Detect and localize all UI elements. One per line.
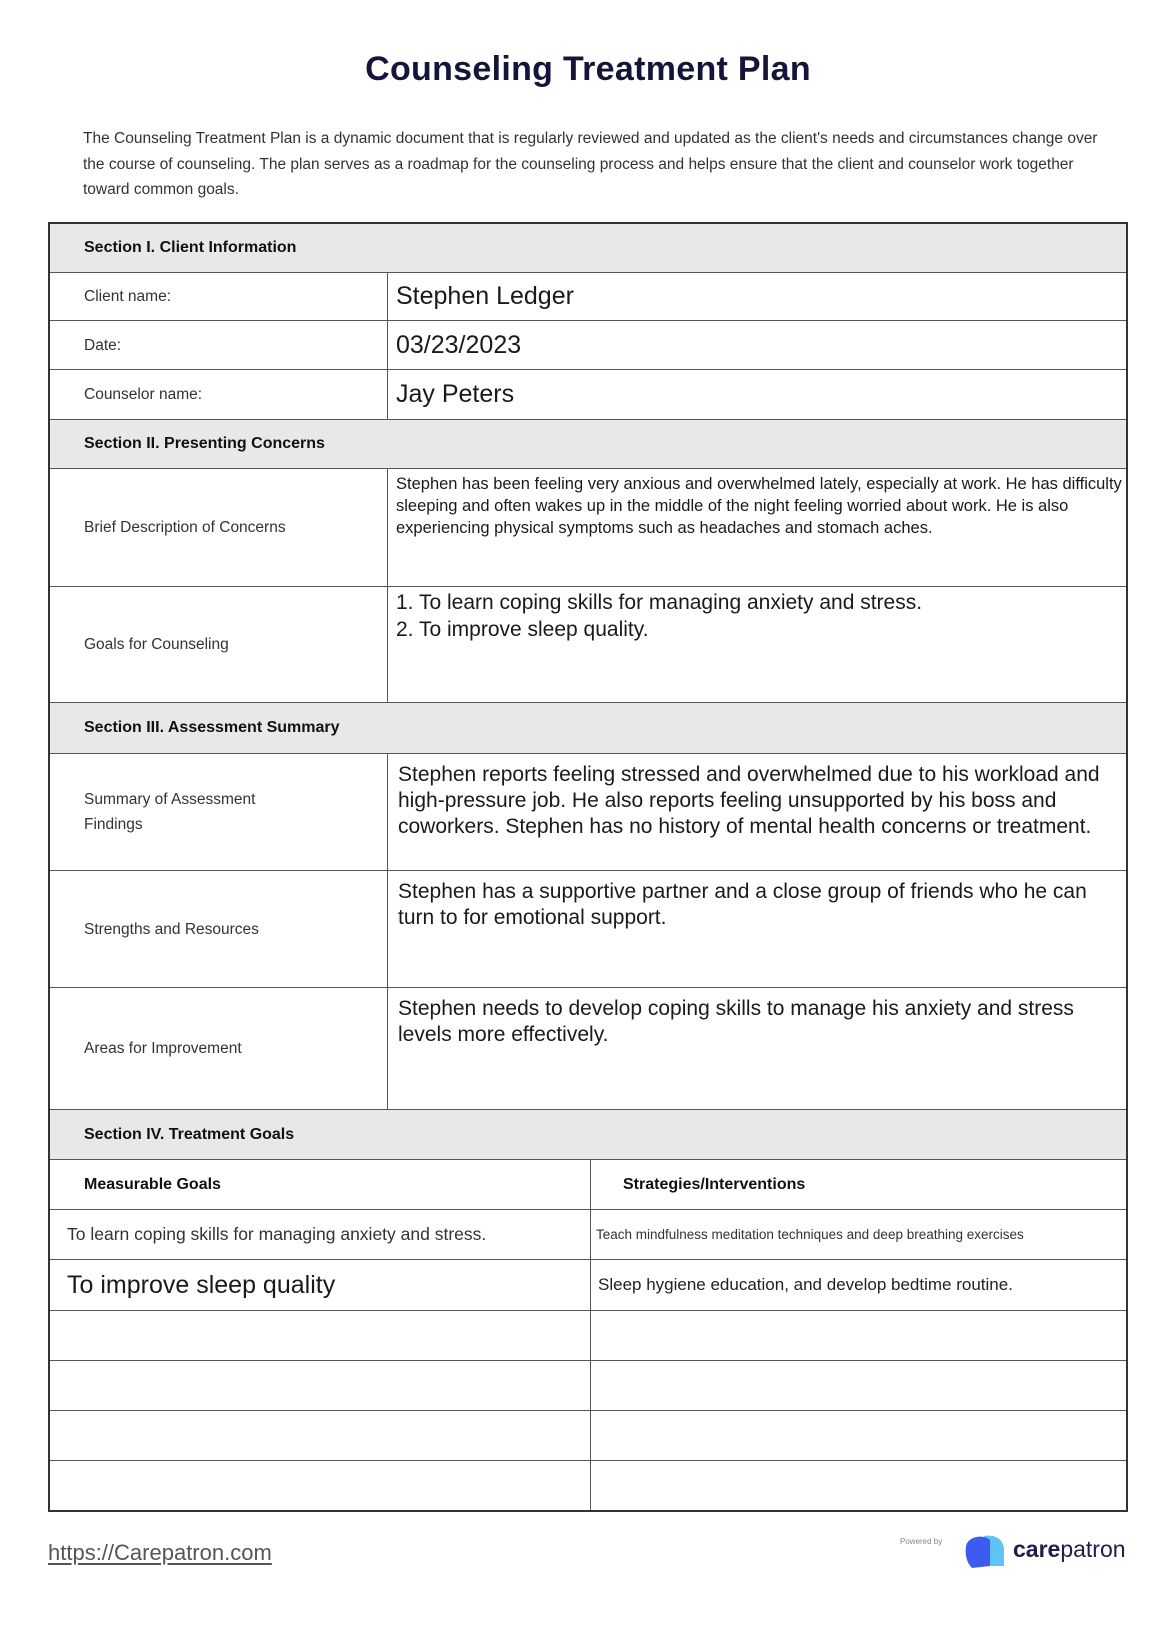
table-row bbox=[50, 1311, 1126, 1361]
improvement-row bbox=[50, 988, 1126, 1110]
goal-cell[interactable]: To improve sleep quality bbox=[50, 1260, 591, 1310]
goal-cell[interactable] bbox=[50, 1311, 591, 1360]
client-name-row bbox=[50, 273, 1126, 321]
goals-table-header bbox=[50, 1160, 1126, 1210]
improvement-field[interactable]: Stephen needs to develop coping skills to manage his anxiety and stress levels more effectively. bbox=[398, 997, 1074, 1046]
concerns-label: Brief Description of Concerns bbox=[50, 469, 388, 586]
goal-cell[interactable] bbox=[50, 1411, 591, 1460]
date-row bbox=[50, 321, 1126, 370]
goal-cell[interactable] bbox=[50, 1461, 591, 1510]
strengths-label: Strengths and Resources bbox=[50, 871, 388, 987]
column-header-strategies: Strategies/Interventions bbox=[623, 1175, 806, 1193]
treatment-plan-form bbox=[48, 222, 1128, 1512]
strategy-cell[interactable]: Sleep hygiene education, and develop bedtime routine. bbox=[598, 1275, 1013, 1294]
table-row bbox=[50, 1411, 1126, 1461]
strategy-cell[interactable]: Teach mindfulness meditation techniques and deep breathing exercises bbox=[596, 1227, 1024, 1242]
summary-row bbox=[50, 754, 1126, 871]
goals-label: Goals for Counseling bbox=[50, 587, 388, 702]
concerns-field[interactable]: Stephen has been feeling very anxious and overwhelmed lately, especially at work. He has difficulty sleeping and often wakes up in the middle of the night feeling worried about work. He is also experiencing physical symptoms such as headaches and stomach aches. bbox=[396, 475, 1122, 537]
intro-paragraph: The Counseling Treatment Plan is a dynamic document that is regularly reviewed and updated as the client's needs and circumstances change over the course of counseling. The plan serves as a roadmap for the counseling process and helps ensure that the client and counselor work together toward common goals. bbox=[83, 130, 1098, 198]
strategy-cell[interactable] bbox=[591, 1461, 1126, 1510]
section-4-heading: Section IV. Treatment Goals bbox=[50, 1110, 1126, 1160]
counselor-label: Counselor name: bbox=[50, 370, 388, 419]
strategy-cell[interactable] bbox=[591, 1311, 1126, 1360]
client-name-field[interactable]: Stephen Ledger bbox=[396, 282, 574, 310]
brand-bold: care bbox=[1013, 1536, 1061, 1562]
concerns-row bbox=[50, 469, 1126, 587]
table-row bbox=[50, 1260, 1126, 1311]
carepatron-logo-icon bbox=[962, 1532, 1012, 1568]
strengths-field[interactable]: Stephen has a supportive partner and a close group of friends who he can turn to for emotional support. bbox=[398, 880, 1087, 929]
goals-row bbox=[50, 587, 1126, 703]
powered-by-text: Powered by bbox=[900, 1537, 943, 1546]
date-label: Date: bbox=[50, 321, 388, 369]
section-3-heading: Section III. Assessment Summary bbox=[50, 703, 1126, 754]
section-2-heading: Section II. Presenting Concerns bbox=[50, 420, 1126, 469]
summary-label: Summary of Assessment Findings bbox=[50, 754, 388, 870]
improvement-label: Areas for Improvement bbox=[50, 988, 388, 1109]
goal-cell[interactable]: To learn coping skills for managing anxiety and stress. bbox=[50, 1210, 591, 1259]
section-1-heading: Section I. Client Information bbox=[50, 224, 1126, 273]
strategy-cell[interactable] bbox=[591, 1361, 1126, 1410]
column-header-goals: Measurable Goals bbox=[50, 1160, 591, 1209]
goal-item: 2. To improve sleep quality. bbox=[396, 618, 649, 641]
strengths-row bbox=[50, 871, 1126, 988]
strategy-cell[interactable] bbox=[591, 1411, 1126, 1460]
table-row bbox=[50, 1461, 1126, 1510]
brand-rest: patron bbox=[1060, 1536, 1126, 1562]
client-name-label: Client name: bbox=[50, 273, 388, 320]
carepatron-brand bbox=[1013, 1536, 1126, 1563]
counselor-field[interactable]: Jay Peters bbox=[396, 380, 515, 408]
carepatron-link[interactable]: https://Carepatron.com bbox=[48, 1540, 272, 1565]
goal-item: 1. To learn coping skills for managing anxiety and stress. bbox=[396, 591, 923, 614]
summary-field[interactable]: Stephen reports feeling stressed and overwhelmed due to his workload and high-pressure job. He also reports feeling unsupported by his boss and coworkers. Stephen has no history of mental health concerns or treatment. bbox=[398, 763, 1100, 838]
goals-field[interactable] bbox=[388, 587, 1126, 702]
table-row bbox=[50, 1210, 1126, 1260]
goal-cell[interactable] bbox=[50, 1361, 591, 1410]
date-field[interactable]: 03/23/2023 bbox=[396, 330, 522, 359]
page-title: Counseling Treatment Plan bbox=[365, 50, 811, 88]
table-row bbox=[50, 1361, 1126, 1411]
counselor-row bbox=[50, 370, 1126, 420]
